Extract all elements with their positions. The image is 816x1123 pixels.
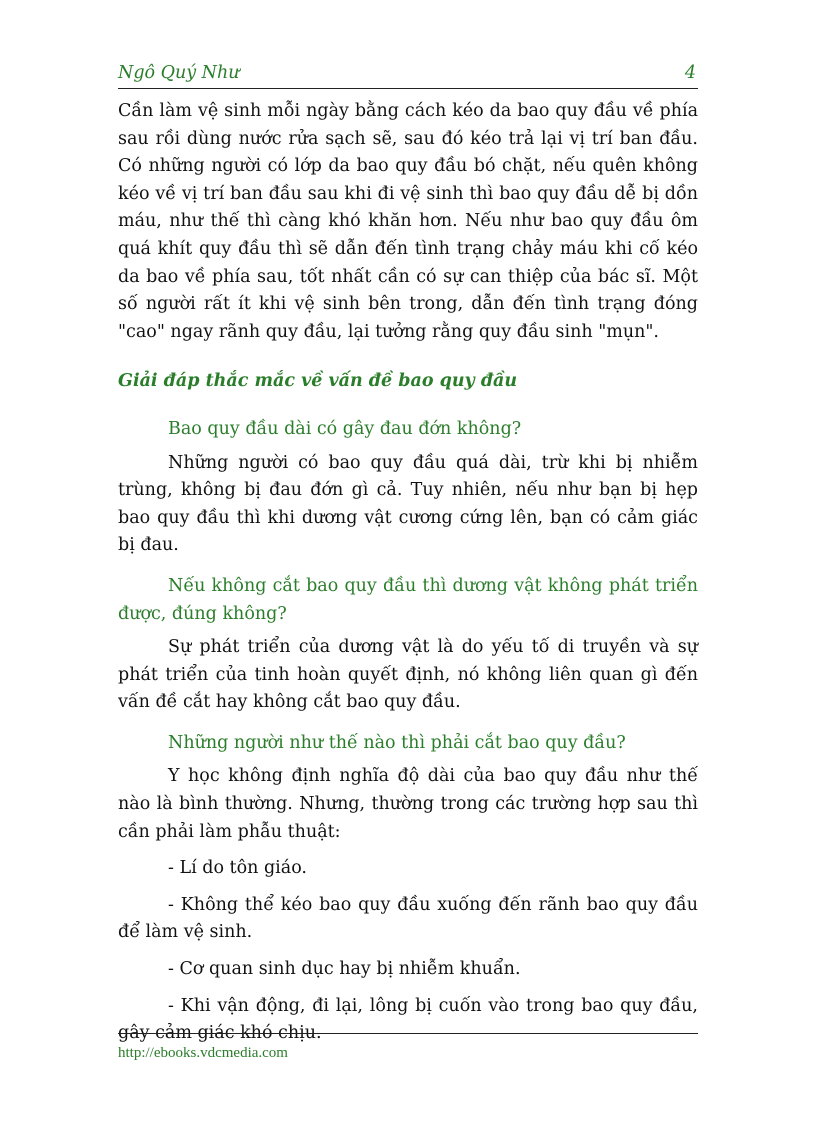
page-body bbox=[118, 98, 698, 1048]
page-header bbox=[118, 60, 698, 89]
question-1: Bao quy đầu dài có gây đau đớn không? bbox=[168, 418, 522, 439]
intro-paragraph: Cần làm vệ sinh mỗi ngày bằng cách kéo da bao quy đầu về phía sau rồi dùng nước rửa sạch sẽ, sau đó kéo trả lại vị trí ban đầu. Có những người có lớp da bao quy đầu bó chặt, nếu quên không kéo về vị trí ban đầu sau khi đi vệ sinh thì bao quy đầu dễ bị dồn máu, như thế thì càng khó khăn hơn. Nếu như bao quy đầu ôm quá khít quy đầu thì sẽ dẫn đến tình trạng chảy máu khi cố kéo da bao về phía sau, tốt nhất cần có sự can thiệp của bác sĩ. Một số người rất ít khi vệ sinh bên trong, dẫn đến tình trạng đóng "cao" ngay rãnh quy đầu, lại tưởng rằng quy đầu sinh "mụn". bbox=[118, 101, 698, 342]
question-2: Nếu không cắt bao quy đầu thì dương vật không phát triển được, đúng không? bbox=[118, 575, 698, 624]
author-name: Ngô Quý Như bbox=[118, 63, 240, 83]
section-title: Giải đáp thắc mắc về vấn đề bao quy đầu bbox=[118, 371, 518, 392]
footer-url-link[interactable]: http://ebooks.vdcmedia.com bbox=[118, 1045, 288, 1061]
page-number: 4 bbox=[684, 63, 696, 83]
list-item: - Lí do tôn giáo. bbox=[168, 858, 307, 879]
list-item: - Khi vận động, đi lại, lông bị cuốn vào trong bao quy đầu, gây cảm giác khó chịu. bbox=[118, 995, 698, 1044]
question-3: Những người như thế nào thì phải cắt bao quy đầu? bbox=[168, 732, 626, 753]
list-item: - Không thể kéo bao quy đầu xuống đến rãnh bao quy đầu để làm vệ sinh. bbox=[118, 894, 698, 943]
page-footer bbox=[118, 1033, 698, 1062]
list-item: - Cơ quan sinh dục hay bị nhiễm khuẩn. bbox=[168, 959, 521, 980]
answer-1: Những người có bao quy đầu quá dài, trừ khi bị nhiễm trùng, không bị đau đớn gì cả. Tuy nhiên, nếu như bạn bị hẹp bao quy đầu thì khi dương vật cương cứng lên, bạn có cảm giác bị đau. bbox=[118, 452, 698, 556]
answer-2: Sự phát triển của dương vật là do yếu tố di truyền và sự phát triển của tinh hoàn quyết định, nó không liên quan gì đến vấn đề cắt hay không cắt bao quy đầu. bbox=[118, 637, 698, 713]
answer-3: Y học không định nghĩa độ dài của bao quy đầu như thế nào là bình thường. Nhưng, thường trong các trường hợp sau thì cần phải làm phẫu thuật: bbox=[118, 766, 698, 842]
